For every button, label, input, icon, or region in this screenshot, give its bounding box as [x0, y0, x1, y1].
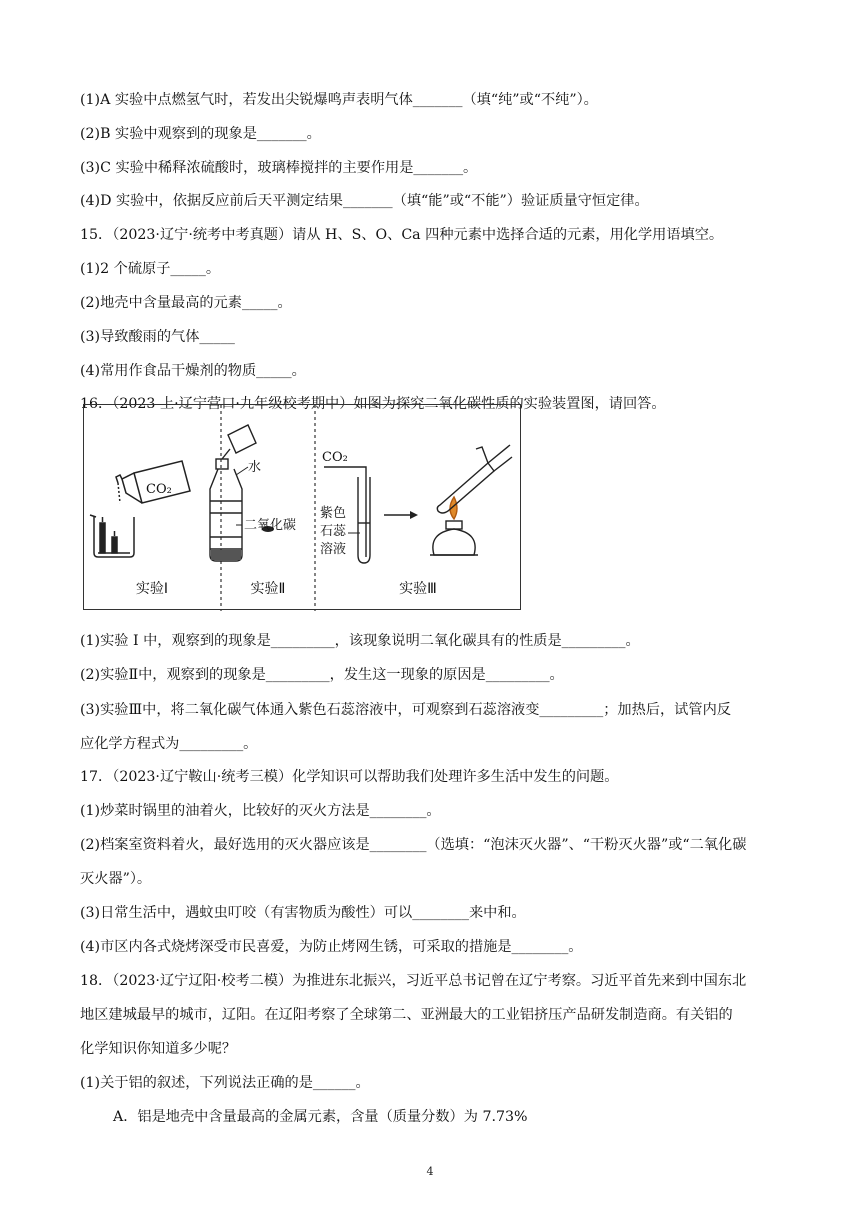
panel3-litmus-label-1: 紫色 — [320, 506, 347, 521]
question-line: 地区建城最早的城市，辽阳。在辽阳考察了全球第二、亚洲最大的工业铝挤压产品研发制造商。有关铝的 — [80, 1007, 733, 1023]
question-heading: 18．（2023·辽宁辽阳·校考二模）为推进东北振兴，习近平总书记曾在辽宁考察。习近平首先来到中国东北 — [80, 973, 747, 989]
panel2-water-label: 水 — [248, 460, 262, 475]
panel3-caption: 实验Ⅲ — [399, 581, 437, 597]
panel1-caption: 实验Ⅰ — [135, 581, 169, 597]
question-line: (3)实验Ⅲ中，将二氧化碳气体通入紫色石蕊溶液中，可观察到石蕊溶液变_________；加热后，试管内反 — [80, 702, 731, 718]
question-line: (2)地壳中含量最高的元素_____。 — [80, 295, 292, 311]
question-line: (2)档案室资料着火，最好选用的灭火器应该是________（选填：“泡沫灭火器”、“干粉灭火器”或“二氧化碳 — [80, 837, 747, 853]
question-heading: 17．（2023·辽宁鞍山·统考三模）化学知识可以帮助我们处理许多生活中发生的问题。 — [80, 769, 619, 785]
question-line: 化学知识你知道多少呢？ — [80, 1041, 237, 1057]
question-line: (4)市区内各式烧烤深受市民喜爱，为防止烤网生锈，可采取的措施是________。 — [80, 939, 583, 955]
panel3-litmus-label-3: 溶液 — [320, 542, 347, 557]
question-heading: 16．（2023 上·辽宁营口·九年级校考期中）如图为探究二氧化碳性质的实验装置图，请回答。 — [80, 396, 666, 412]
page-number: 4 — [426, 1165, 434, 1178]
panel2-caption: 实验Ⅱ — [250, 581, 286, 597]
question-line: (1)实验 I 中，观察到的现象是_________，该现象说明二氧化碳具有的性质是_________。 — [80, 633, 640, 649]
experiment-diagram — [84, 405, 522, 611]
question-line: (2)B 实验中观察到的现象是_______。 — [80, 126, 321, 142]
question-line: (3)C 实验中稀释浓硫酸时，玻璃棒搅拌的主要作用是_______。 — [80, 160, 478, 176]
panel3-co2-label: CO₂ — [322, 450, 348, 465]
panel3-litmus-label-2: 石蕊 — [320, 524, 347, 539]
pouring-beaker-icon — [222, 425, 256, 459]
answer-option: A．铝是地壳中含量最高的金属元素，含量（质量分数）为 7.73% — [113, 1109, 528, 1125]
beaker-candles-icon — [90, 515, 134, 557]
question-line: (1)关于铝的叙述，下列说法正确的是______。 — [80, 1075, 370, 1091]
co2-experiment-figure — [83, 404, 521, 610]
arrow-icon — [384, 511, 418, 519]
question-line: 灭火器”）。 — [80, 871, 152, 887]
question-line: (1)A 实验中点燃氢气时，若发出尖锐爆鸣声表明气体_______（填“纯”或“不纯”）。 — [80, 92, 598, 108]
panel1-co2-label: CO₂ — [146, 482, 172, 497]
question-line: (4)D 实验中，依据反应前后天平测定结果_______（填“能”或“不能”）验证质量守恒定律。 — [80, 193, 649, 209]
panel2-co2-label: 二氧化碳 — [244, 518, 297, 533]
question-line: (3)日常生活中，遇蚊虫叮咬（有害物质为酸性）可以________来中和。 — [80, 905, 526, 921]
question-line: (1)2 个硫原子_____。 — [80, 261, 221, 277]
question-line: (4)常用作食品干燥剂的物质_____。 — [80, 363, 306, 379]
question-line: 应化学方程式为_________。 — [80, 736, 258, 752]
heated-test-tube-icon — [437, 445, 512, 513]
question-heading: 15．（2023·辽宁·统考中考真题）请从 H、S、O、Ca 四种元素中选择合适的元素，用化学用语填空。 — [80, 227, 724, 243]
question-line: (2)实验Ⅱ中，观察到的现象是_________，发生这一现象的原因是_________。 — [80, 667, 564, 683]
question-line: (1)炒菜时锅里的油着火，比较好的灭火方法是________。 — [80, 803, 441, 819]
question-line: (3)导致酸雨的气体_____ — [80, 329, 235, 345]
